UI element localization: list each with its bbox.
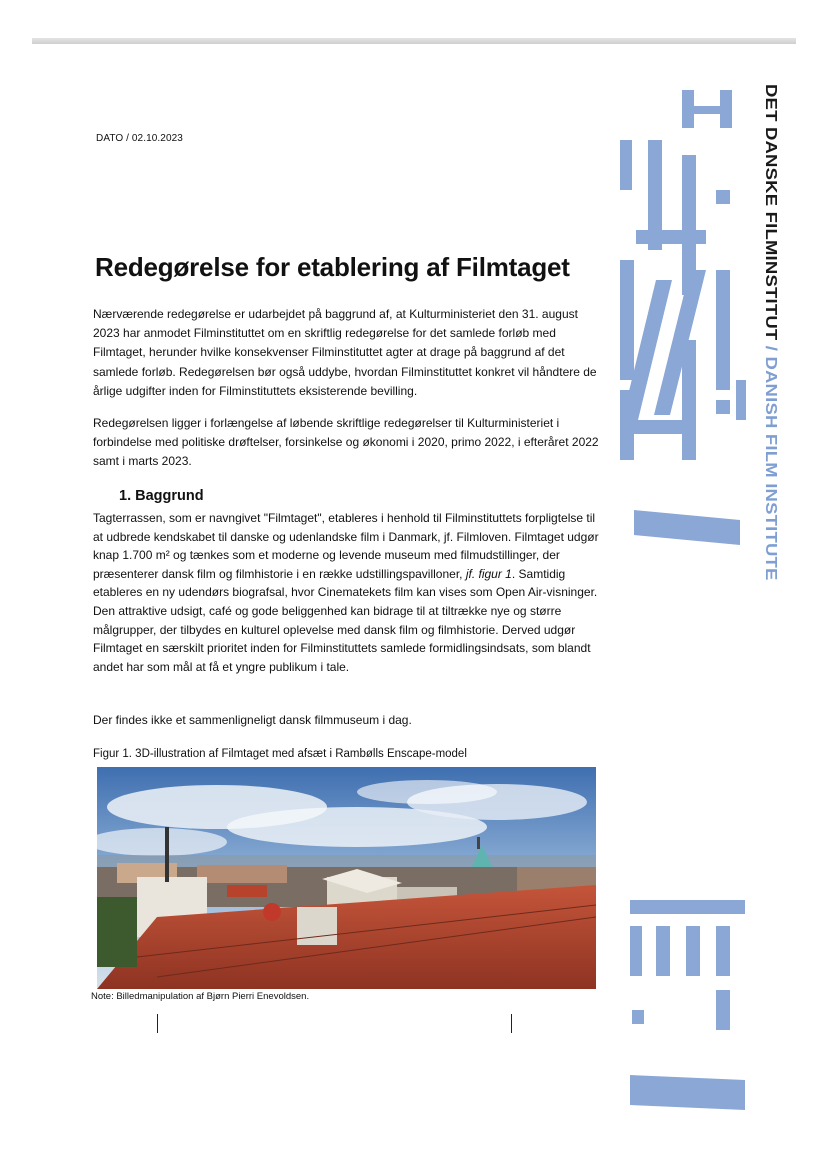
margin-mark-left [157, 1014, 158, 1033]
background-paragraph [93, 509, 603, 676]
context-paragraph: Redegørelsen ligger i forlængelse af løbende skriftlige redegørelser til Kulturministeriet i forbindelse med politiske drøftelser, forsinkelse og økonomi i 2020, primo 2022, i efteråret 2022 samt i marts 2023. [93, 416, 599, 469]
dfi-logo-graphic [620, 80, 750, 1130]
rooftop-illustration-image [97, 767, 596, 989]
figure-reference: jf. figur 1 [465, 566, 512, 581]
brand-secondary: DANISH FILM INSTITUTE [762, 356, 781, 581]
brand-vertical-text [758, 84, 784, 581]
figure-note: Note: Billedmanipulation af Bjørn Pierri Enevoldsen. [91, 991, 310, 1002]
document-title: Redegørelse for etablering af Filmtaget [95, 252, 570, 282]
background-text-a: Tagterrassen, som er navngivet "Filmtaget", etableres i henhold til Filminstituttets forpligtelse til at udbrede kendskabet til danske og udenlandske film i Danmark, jf. Filmloven. Filmtaget udgør knap 1.700 m² og tænkes som et moderne og levende museum med filmudstillinger, der præsenterer dansk film og filmhistorie i en række udstillingspavilloner, [93, 511, 599, 581]
document-date: DATO / 02.10.2023 [96, 133, 183, 144]
margin-mark-right [511, 1014, 512, 1033]
museum-paragraph: Der findes ikke et sammenligneligt dansk filmmuseum i dag. [93, 713, 412, 727]
intro-paragraph: Nærværende redegørelse er udarbejdet på baggrund af, at Kulturministeriet den 31. august 2023 har anmodet Filminstituttet om en skriftlig redegørelse for det samlede forløb med Filmtaget, herunder hvilke konsekvenser Filminstituttet agter at drage på baggrund af det samlede forløb. Redegørelsen bør også uddybe, hvordan Filminstituttet konkret vil håndtere de årlige udgifter inden for Filminstituttets eksisterende bevilling. [93, 307, 597, 398]
top-rule [32, 38, 796, 44]
brand-separator: / [762, 340, 781, 357]
brand-primary: DET DANSKE FILMINSTITUT [762, 84, 781, 341]
background-text-b: . Samtidig etableres en ny udendørs biografsal, hvor Cinematekets film kan vises som Open Air-visninger. Den attraktive udsigt, café og gode beliggenhed kan bidrage til at tiltrække nye og større målgrupper, der tilbydes en kulturel oplevelse med dansk film og filmhistorie. Derved udgør Filmtaget en særskilt prioritet inden for Filminstituttets samlede formidlingsindsats, som blandt andet har som mål at få et yngre publikum i tale. [93, 566, 598, 674]
figure-caption: Figur 1. 3D-illustration af Filmtaget med afsæt i Rambølls Enscape-model [93, 748, 467, 760]
section-heading: 1. Baggrund [119, 488, 204, 504]
